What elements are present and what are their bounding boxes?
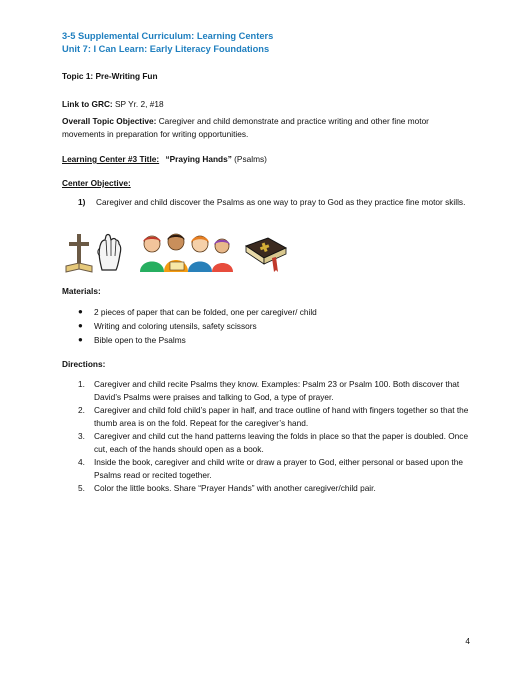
directions-heading: Directions: xyxy=(62,359,106,369)
grc-link xyxy=(62,99,164,109)
list-item xyxy=(78,404,480,430)
center-objective-list xyxy=(78,196,478,209)
bible-icon xyxy=(242,232,290,274)
list-item xyxy=(78,430,480,456)
header-unit: Unit 7: I Can Learn: Early Literacy Foundations xyxy=(62,44,270,54)
item-text: Inside the book, caregiver and child write or draw a prayer to God, either personal or based upon the Psalms read or recited together. xyxy=(94,457,463,480)
page-number: 4 xyxy=(465,636,470,646)
list-item: ● Writing and coloring utensils, safety scissors xyxy=(78,321,257,331)
grc-label: Link to GRC: xyxy=(62,99,113,109)
center-title-name: “Praying Hands” xyxy=(165,154,232,164)
list-item xyxy=(78,378,480,404)
materials-list xyxy=(78,305,478,347)
directions-list xyxy=(78,378,480,495)
item-text: Color the little books. Share “Prayer Hands” with another caregiver/child pair. xyxy=(94,483,376,493)
item-number: 5. xyxy=(78,483,85,493)
bullet-icon: ● xyxy=(78,307,83,316)
bullet-icon: ● xyxy=(78,321,83,330)
item-text: Caregiver and child recite Psalms they know. Examples: Psalm 23 or Psalm 100. Both discover that David’s Psalms were praises and talking to God, a type of prayer. xyxy=(94,379,460,402)
cross-icon xyxy=(64,232,94,274)
document-header xyxy=(62,30,273,56)
grc-value: SP Yr. 2, #18 xyxy=(115,99,164,109)
list-item: ● 2 pieces of paper that can be folded, one per caregiver/ child xyxy=(78,307,317,317)
materials-heading: Materials: xyxy=(62,286,101,296)
header-curriculum: 3-5 Supplemental Curriculum: Learning Centers xyxy=(62,31,274,41)
objective-text: Caregiver and child demonstrate and practice writing and other fine motor movements in preparation for writing opportunities. xyxy=(62,116,429,139)
item-text: Caregiver and child discover the Psalms as one way to pray to God as they practice fine motor skills. xyxy=(96,197,466,207)
children-praying-icon xyxy=(136,232,234,274)
center-objective-heading: Center Objective: xyxy=(62,178,131,188)
item-text: Caregiver and child cut the hand patterns leaving the folds in place so that the paper is doubled. Once cut, each of the hands should open as a book. xyxy=(94,431,469,454)
list-item xyxy=(78,456,480,482)
center-title-label: Learning Center #3 Title: xyxy=(62,154,160,164)
bullet-icon: ● xyxy=(78,335,83,344)
list-item: ● Bible open to the Psalms xyxy=(78,335,186,345)
objective-label: Overall Topic Objective: xyxy=(62,116,157,126)
item-text: Caregiver and child fold child’s paper in half, and trace outline of hand with fingers together so that the thumb area is on the fold. Repeat for the caregiver’s hand. xyxy=(94,405,469,428)
center-title xyxy=(62,154,267,164)
item-number: 1. xyxy=(78,379,85,389)
item-number: 2. xyxy=(78,405,85,415)
item-number: 1) xyxy=(78,197,86,207)
item-number: 4. xyxy=(78,457,85,467)
list-item xyxy=(78,196,478,209)
overall-objective xyxy=(62,115,472,141)
center-title-suffix: (Psalms) xyxy=(234,154,267,164)
list-item xyxy=(78,482,480,495)
illustration-row xyxy=(64,232,304,274)
topic-title: Topic 1: Pre-Writing Fun xyxy=(62,71,158,81)
item-number: 3. xyxy=(78,431,85,441)
praying-hands-icon xyxy=(94,232,126,274)
